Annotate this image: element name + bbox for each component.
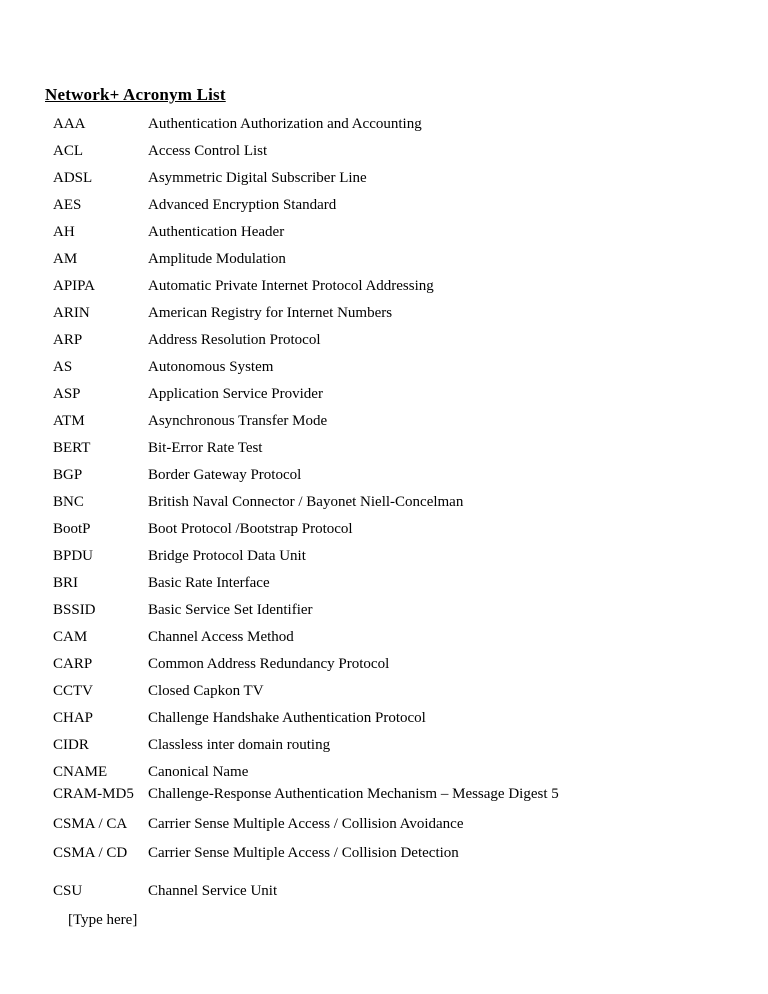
acronym-text: AAA [53, 116, 86, 132]
acronym-row [53, 385, 752, 412]
acronym-row [53, 682, 752, 709]
acronym-text: CSMA / CD [53, 845, 128, 861]
acronym-text: CIDR [53, 737, 89, 753]
definition-text: Advanced Encryption Standard [148, 197, 337, 213]
definition-text: Border Gateway Protocol [148, 467, 302, 483]
acronym-row [53, 493, 752, 520]
acronym-text: ARP [53, 332, 83, 348]
definition-text: British Naval Connector / Bayonet Niell-Concelman [148, 494, 464, 510]
definition-text: Access Control List [148, 143, 268, 159]
acronym-row [53, 358, 752, 385]
acronym-text: ATM [53, 413, 85, 429]
definition-text: Canonical Name [148, 764, 249, 780]
acronym-text: ACL [53, 143, 83, 159]
acronym-row [53, 223, 752, 250]
acronym-row [53, 169, 752, 196]
acronym-row [53, 574, 752, 601]
definition-text: Asynchronous Transfer Mode [148, 413, 328, 429]
acronym-row [53, 763, 752, 785]
acronym-text: APIPA [53, 278, 95, 294]
definition-text: Bridge Protocol Data Unit [148, 548, 306, 564]
acronym-row [53, 331, 752, 358]
acronym-row [53, 304, 752, 331]
definition-text: Challenge Handshake Authentication Protocol [148, 710, 426, 726]
definition-text: Basic Rate Interface [148, 575, 270, 591]
definition-text: Authentication Authorization and Accounting [148, 116, 422, 132]
definition-text: Boot Protocol /Bootstrap Protocol [148, 521, 353, 537]
acronym-row [53, 439, 752, 466]
acronym-row [53, 412, 752, 439]
acronym-text: BRI [53, 575, 79, 591]
acronym-text: ARIN [53, 305, 90, 321]
acronym-row [53, 142, 752, 169]
acronym-text: AS [53, 359, 73, 375]
definition-text: Carrier Sense Multiple Access / Collision Detection [148, 845, 459, 861]
definition-text: Closed Capkon TV [148, 683, 264, 699]
definition-text: Address Resolution Protocol [148, 332, 321, 348]
acronym-row [53, 655, 752, 682]
acronym-text: BGP [53, 467, 83, 483]
acronym-text: AES [53, 197, 82, 213]
acronym-text: BNC [53, 494, 84, 510]
acronym-row [53, 601, 752, 628]
acronym-row [53, 466, 752, 493]
acronym-text: AH [53, 224, 75, 240]
acronym-row [53, 196, 752, 223]
acronym-row [53, 250, 752, 277]
definition-text: Autonomous System [148, 359, 274, 375]
acronym-list [53, 115, 752, 909]
definition-text: Amplitude Modulation [148, 251, 286, 267]
acronym-text: BootP [53, 521, 91, 537]
acronym-text: BSSID [53, 602, 96, 618]
acronym-row [53, 277, 752, 304]
definition-text: Authentication Header [148, 224, 285, 240]
definition-text: Automatic Private Internet Protocol Addressing [148, 278, 434, 294]
acronym-text: ASP [53, 386, 81, 402]
acronym-row [53, 815, 752, 844]
acronym-row [53, 709, 752, 736]
acronym-text: BERT [53, 440, 91, 456]
acronym-text: ADSL [53, 170, 93, 186]
page-title: Network+ Acronym List [45, 85, 226, 105]
definition-text: Channel Service Unit [148, 883, 278, 899]
definition-text: Channel Access Method [148, 629, 294, 645]
acronym-row [53, 882, 752, 909]
definition-text: Basic Service Set Identifier [148, 602, 313, 618]
acronym-text: CSU [53, 883, 83, 899]
acronym-text: CNAME [53, 764, 108, 780]
acronym-text: CARP [53, 656, 93, 672]
acronym-row [53, 520, 752, 547]
definition-text: Asymmetric Digital Subscriber Line [148, 170, 367, 186]
definition-text: Classless inter domain routing [148, 737, 331, 753]
footer-type-here-placeholder[interactable]: [Type here] [68, 912, 138, 928]
acronym-row [53, 115, 752, 142]
acronym-text: CCTV [53, 683, 94, 699]
definition-text: Common Address Redundancy Protocol [148, 656, 390, 672]
acronym-row [53, 547, 752, 574]
acronym-text: CRAM-MD5 [53, 786, 134, 802]
acronym-text: CSMA / CA [53, 816, 128, 832]
definition-text: Application Service Provider [148, 386, 323, 402]
acronym-row [53, 785, 752, 815]
acronym-row [53, 628, 752, 655]
acronym-text: BPDU [53, 548, 94, 564]
acronym-text: CAM [53, 629, 88, 645]
acronym-row [53, 736, 752, 763]
definition-text: American Registry for Internet Numbers [148, 305, 393, 321]
acronym-row [53, 844, 752, 882]
definition-text: Challenge-Response Authentication Mechanism – Message Digest 5 [148, 786, 559, 802]
acronym-text: AM [53, 251, 78, 267]
definition-text: Bit-Error Rate Test [148, 440, 263, 456]
definition-text: Carrier Sense Multiple Access / Collision Avoidance [148, 816, 464, 832]
acronym-text: CHAP [53, 710, 94, 726]
